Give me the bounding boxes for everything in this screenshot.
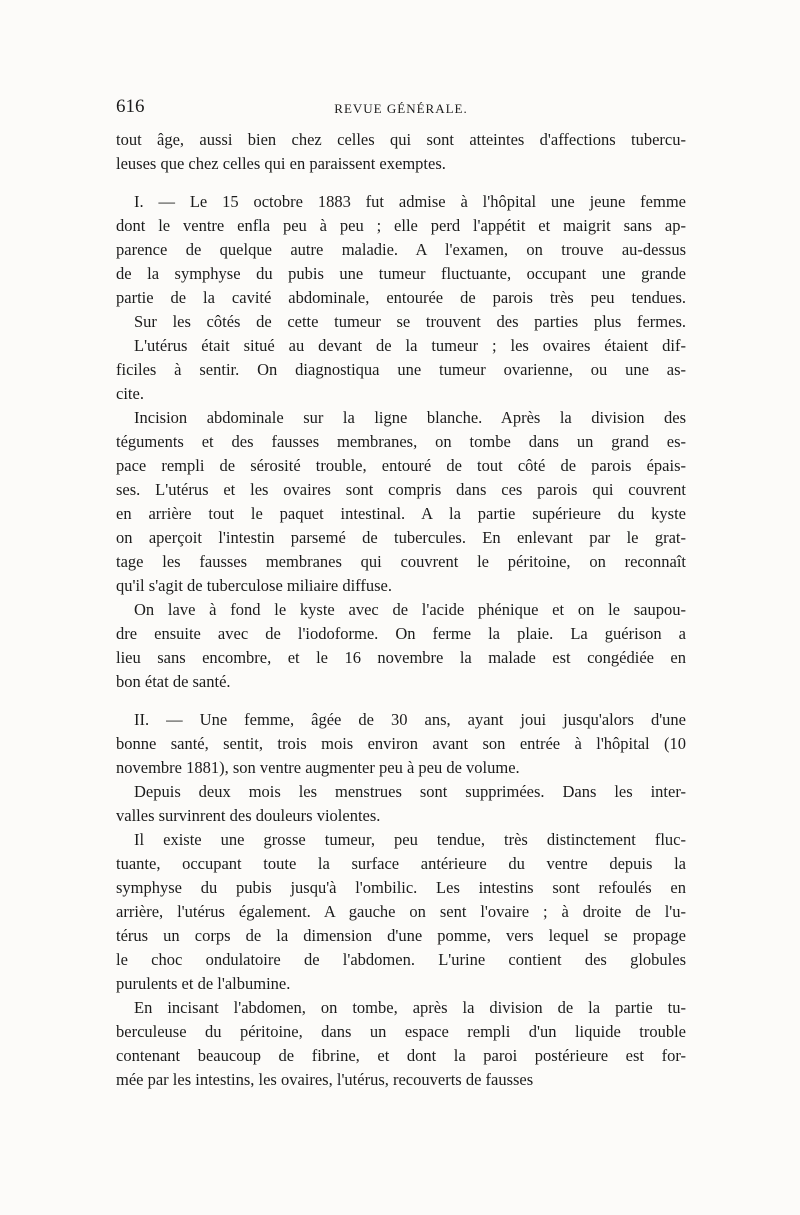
text-line: de la symphyse du pubis une tumeur fluctuante, occupant une grande xyxy=(116,264,686,283)
text-line: pace rempli de sérosité trouble, entouré de tout côté de parois épais- xyxy=(116,456,686,475)
text-line: en arrière tout le paquet intestinal. A la partie supérieure du kyste xyxy=(116,504,686,523)
text-line: dre ensuite avec de l'iodoforme. On ferme la plaie. La guérison a xyxy=(116,624,686,643)
text-line: tage les fausses membranes qui couvrent le péritoine, on reconnaît xyxy=(116,552,686,571)
paragraph-gap xyxy=(116,694,686,708)
text-line: on aperçoit l'intestin parsemé de tubercules. En enlevant par le grat- xyxy=(116,528,686,547)
text-line: bonne santé, sentit, trois mois environ avant son entrée à l'hôpital (10 xyxy=(116,734,686,753)
text-line: cite. xyxy=(116,384,144,403)
text-line: II. — Une femme, âgée de 30 ans, ayant joui jusqu'alors d'une xyxy=(134,710,686,729)
text-line: Incision abdominale sur la ligne blanche. Après la division des xyxy=(134,408,686,427)
text-line: I. — Le 15 octobre 1883 fut admise à l'hôpital une jeune femme xyxy=(134,192,686,211)
page-header xyxy=(116,96,686,124)
text-line: parence de quelque autre maladie. A l'examen, on trouve au-dessus xyxy=(116,240,686,259)
text-line: ficiles à sentir. On diagnostiqua une tumeur ovarienne, ou une as- xyxy=(116,360,686,379)
text-line: contenant beaucoup de fibrine, et dont la paroi postérieure est for- xyxy=(116,1046,686,1065)
text-line: bon état de santé. xyxy=(116,672,231,691)
text-line: En incisant l'abdomen, on tombe, après la division de la partie tu- xyxy=(134,998,686,1017)
text-line: novembre 1881), son ventre augmenter peu à peu de volume. xyxy=(116,758,520,777)
text-line: leuses que chez celles qui en paraissent exemptes. xyxy=(116,154,446,173)
text-line: purulents et de l'albumine. xyxy=(116,974,291,993)
text-line: mée par les intestins, les ovaires, l'utérus, recouverts de fausses xyxy=(116,1070,534,1089)
text-line: valles survinrent des douleurs violentes. xyxy=(116,806,381,825)
text-line: symphyse du pubis jusqu'à l'ombilic. Les intestins sont refoulés en xyxy=(116,878,686,897)
text-line: tout âge, aussi bien chez celles qui sont atteintes d'affections tubercu- xyxy=(116,130,686,149)
text-line: qu'il s'agit de tuberculose miliaire diffuse. xyxy=(116,576,392,595)
text-line: berculeuse du péritoine, dans un espace rempli d'un liquide trouble xyxy=(116,1022,686,1041)
text-line: tuante, occupant toute la surface antérieure du ventre depuis la xyxy=(116,854,686,873)
running-title: REVUE GÉNÉRALE. xyxy=(334,101,468,116)
page-number: 616 xyxy=(116,96,145,117)
text-line: partie de la cavité abdominale, entourée de parois très peu tendues. xyxy=(116,288,686,307)
text-line: téguments et des fausses membranes, on tombe dans un grand es- xyxy=(116,432,686,451)
text-line: lieu sans encombre, et le 16 novembre la malade est congédiée en xyxy=(116,648,686,667)
text-line: Il existe une grosse tumeur, peu tendue, très distinctement fluc- xyxy=(134,830,686,849)
text-line: dont le ventre enfla peu à peu ; elle perd l'appétit et maigrit sans ap- xyxy=(116,216,686,235)
text-line: Sur les côtés de cette tumeur se trouvent des parties plus fermes. xyxy=(134,312,686,331)
paragraph-gap xyxy=(116,176,686,190)
text-line: térus un corps de la dimension d'une pomme, vers lequel se propage xyxy=(116,926,686,945)
text-line: L'utérus était situé au devant de la tumeur ; les ovaires étaient dif- xyxy=(134,336,686,355)
text-line: On lave à fond le kyste avec de l'acide phénique et on le saupou- xyxy=(134,600,686,619)
text-line: ses. L'utérus et les ovaires sont compris dans ces parois qui couvrent xyxy=(116,480,686,499)
text-line: le choc ondulatoire de l'abdomen. L'urine contient des globules xyxy=(116,950,686,969)
body-text xyxy=(116,128,686,1092)
text-line: arrière, l'utérus également. A gauche on sent l'ovaire ; à droite de l'u- xyxy=(116,902,686,921)
text-line: Depuis deux mois les menstrues sont supprimées. Dans les inter- xyxy=(134,782,686,801)
